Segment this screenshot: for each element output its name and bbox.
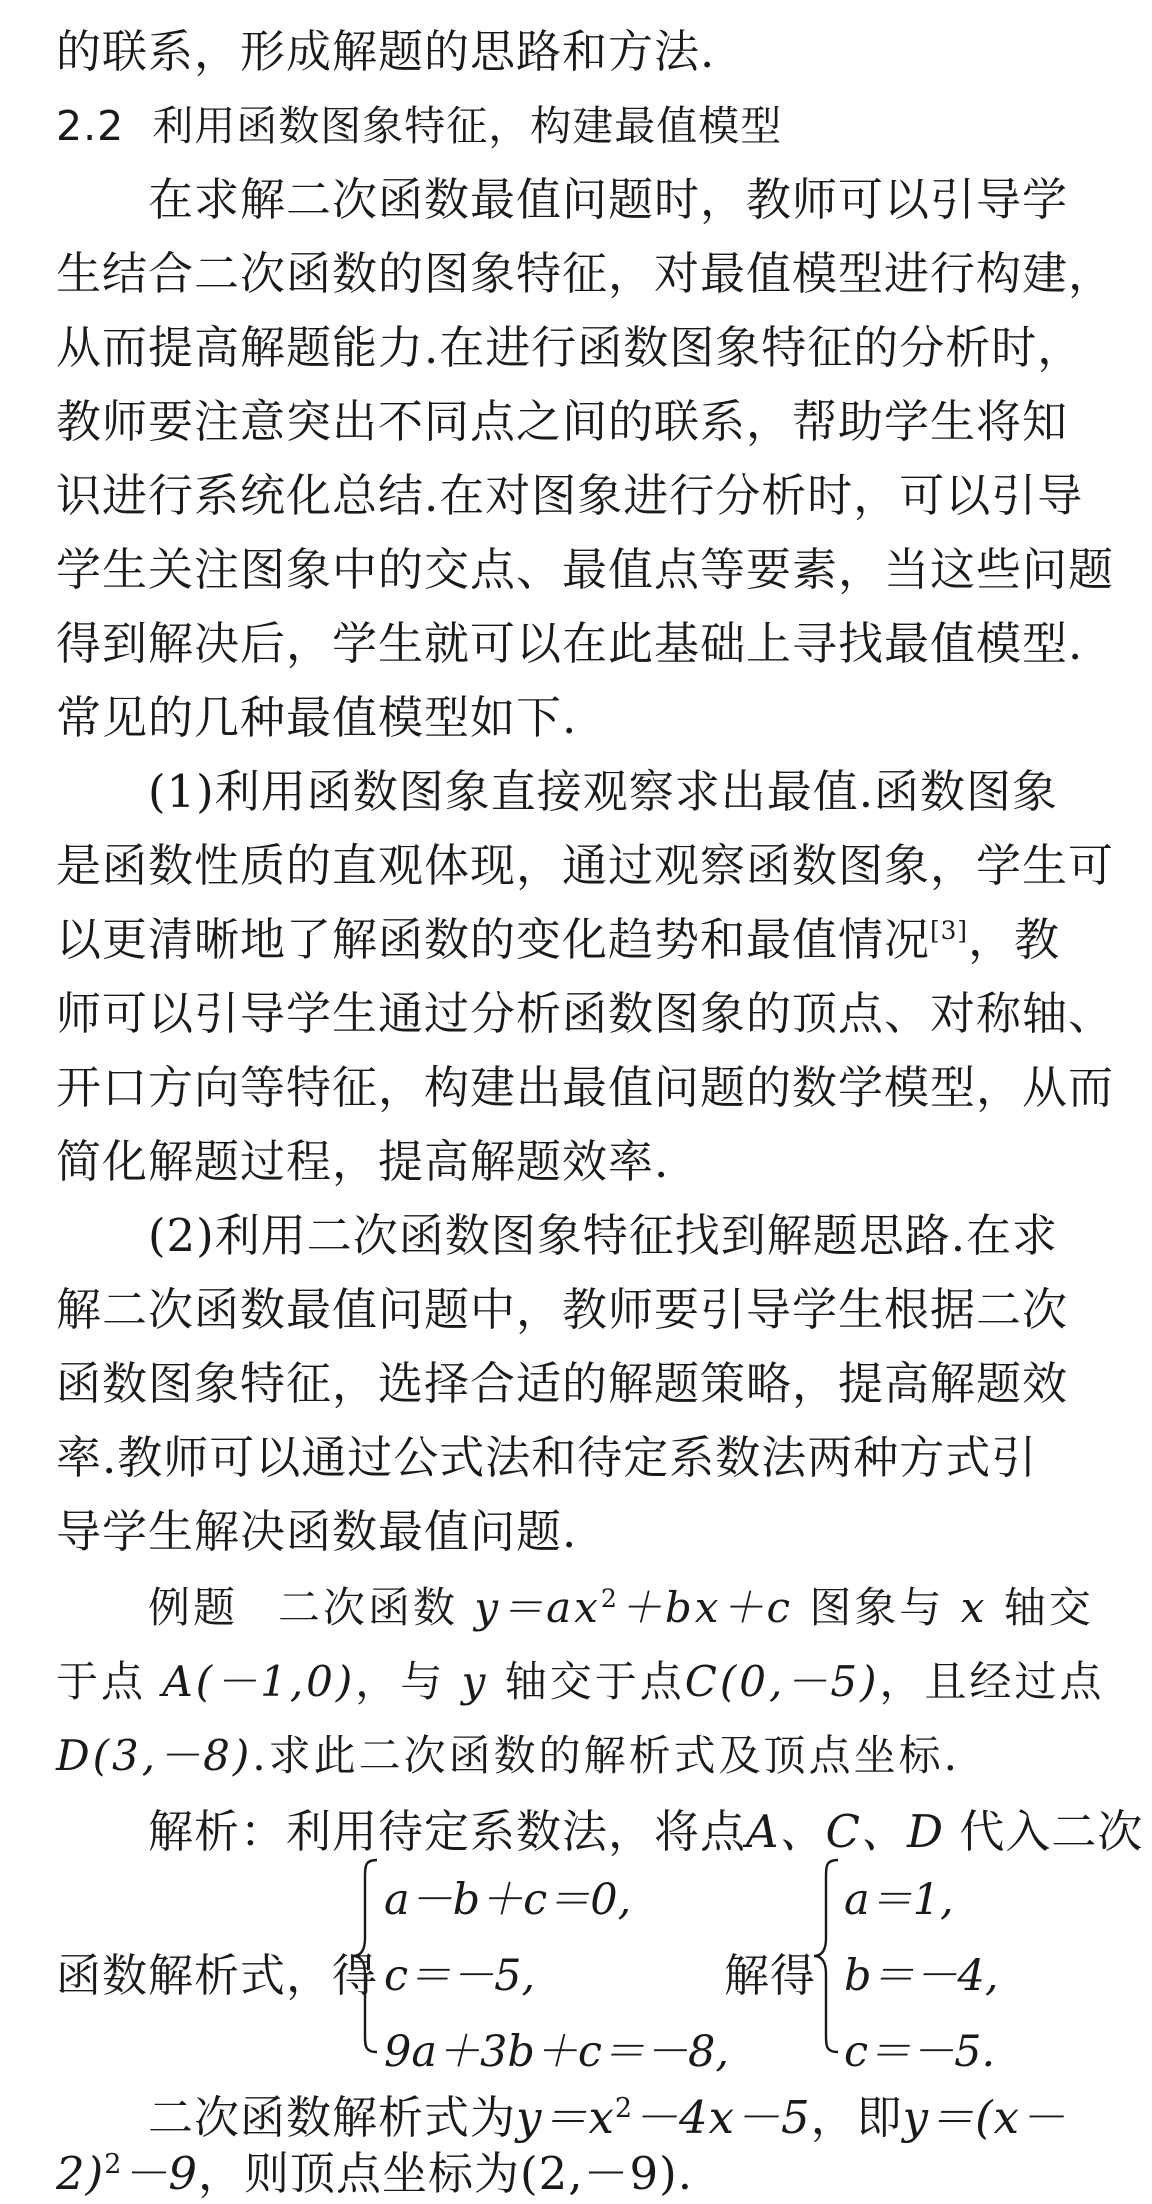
example-label: 例题: [148, 1583, 239, 1632]
result-eq-2: b＝－4,: [844, 1951, 999, 2001]
citation-ref[interactable]: [3]: [930, 916, 969, 945]
math-expr: ＋bx＋c: [619, 1583, 793, 1632]
text-segment: ，且经过点: [879, 1657, 1105, 1706]
example-line-3: [56, 1726, 960, 1786]
math-expr: －4x－5: [633, 2091, 811, 2144]
text-line-16: 简化解题过程，提高解题效率.: [56, 1135, 670, 1188]
text-line-10: 常见的几种最值模型如下.: [56, 691, 578, 744]
system-eq-3: 9a＋3b＋c＝－8,: [384, 2027, 729, 2077]
math-expr: 2): [56, 2147, 105, 2200]
text-line-9: 得到解决后，学生就可以在此基础上寻找最值模型.: [56, 617, 1084, 670]
conclusion-line-2: [56, 2144, 693, 2204]
solution-label: 函数解析式，得: [56, 1949, 379, 2002]
text-segment: 以更清晰地了解函数的变化趋势和最值情况: [56, 913, 931, 966]
text-line-19: 函数图象特征，选择合适的解题策略，提高解题效: [56, 1357, 1069, 1410]
text-line-11: (1)利用函数图象直接观察求出最值.函数图象: [148, 765, 1059, 818]
example-line-2: [56, 1652, 1104, 1712]
example-line-1: [148, 1578, 1094, 1638]
text-line-5: 从而提高解题能力.在进行函数图象特征的分析时，: [56, 321, 1084, 374]
text-line-3: 在求解二次函数最值问题时，教师可以引导学: [148, 173, 1069, 226]
text-line-8: 学生关注图象中的交点、最值点等要素，当这些问题: [56, 543, 1115, 596]
text-line-7: 识进行系统化总结.在对图象进行分析时，可以引导: [56, 469, 1084, 522]
text-segment: 于点: [56, 1657, 147, 1706]
math-point-c: C(0,－5): [684, 1657, 880, 1706]
math-exponent: 2: [600, 1584, 620, 1613]
right-brace-icon: [812, 1856, 842, 2056]
section-title: 利用函数图象特征，构建最值模型: [152, 102, 783, 150]
text-segment: ，与: [355, 1657, 446, 1706]
text-segment: .求此二次函数的解析式及顶点坐标.: [252, 1731, 960, 1780]
system-eq-1: a－b＋c＝0,: [384, 1875, 632, 1925]
text-line-1: 的联系，形成解题的思路和方法.: [56, 25, 716, 78]
text-segment: 图象与: [809, 1583, 945, 1632]
solve-label: 解得: [724, 1949, 817, 2002]
text-segment: ，即: [810, 2091, 903, 2144]
text-line-15: 开口方向等特征，构建出最值问题的数学模型，从而: [56, 1061, 1115, 1114]
math-var: x: [960, 1583, 988, 1632]
result-eq-1: a＝1,: [844, 1875, 954, 1925]
text-segment: 二次函数: [278, 1583, 459, 1632]
text-line-13: [56, 910, 1060, 970]
math-exponent: 2: [614, 2093, 634, 2124]
math-expr: y＝x: [516, 2091, 615, 2144]
math-expr: －9: [122, 2147, 199, 2200]
text-line-21: 导学生解决函数最值问题.: [56, 1505, 578, 1558]
text-segment: 轴交于点: [504, 1657, 685, 1706]
text-segment: ，则顶点坐标为(2,－9).: [198, 2147, 693, 2200]
text-segment: 解析：利用待定系数法，将点: [148, 1805, 747, 1858]
solution-line-1: [148, 1802, 1143, 1862]
system-eq-2: c＝－5,: [384, 1951, 536, 2001]
text-line-12: 是函数性质的直观体现，通过观察函数图象，学生可: [56, 839, 1115, 892]
section-heading: [56, 96, 782, 156]
section-number: 2.2: [56, 102, 125, 150]
math-expr: y＝ax: [474, 1583, 601, 1632]
text-segment: ，教: [968, 913, 1061, 966]
math-points: A、C、D: [746, 1805, 945, 1858]
math-point-d: D(3,－8): [56, 1731, 253, 1780]
text-segment: 二次函数解析式为: [148, 2091, 517, 2144]
math-var: y: [461, 1657, 489, 1706]
math-exponent: 2: [104, 2149, 123, 2180]
text-line-17: (2)利用二次函数图象特征找到解题思路.在求: [148, 1209, 1059, 1262]
text-segment: 轴交: [1003, 1583, 1094, 1632]
math-expr: y＝(x－: [902, 2091, 1067, 2144]
text-line-6: 教师要注意突出不同点之间的联系，帮助学生将知: [56, 395, 1069, 448]
text-line-14: 师可以引导学生通过分析函数图象的顶点、对称轴、: [56, 987, 1115, 1040]
text-line-4: 生结合二次函数的图象特征，对最值模型进行构建，: [56, 247, 1115, 300]
math-point-a: A(－1,0): [162, 1657, 356, 1706]
text-line-20: 率.教师可以通过公式法和待定系数法两种方式引: [56, 1431, 1038, 1484]
text-segment: 代入二次: [959, 1805, 1144, 1858]
result-eq-3: c＝－5.: [844, 2027, 996, 2077]
conclusion-line-1: [148, 2088, 1066, 2148]
text-line-18: 解二次函数最值问题中，教师要引导学生根据二次: [56, 1283, 1069, 1336]
left-brace-icon: [351, 1856, 381, 2056]
